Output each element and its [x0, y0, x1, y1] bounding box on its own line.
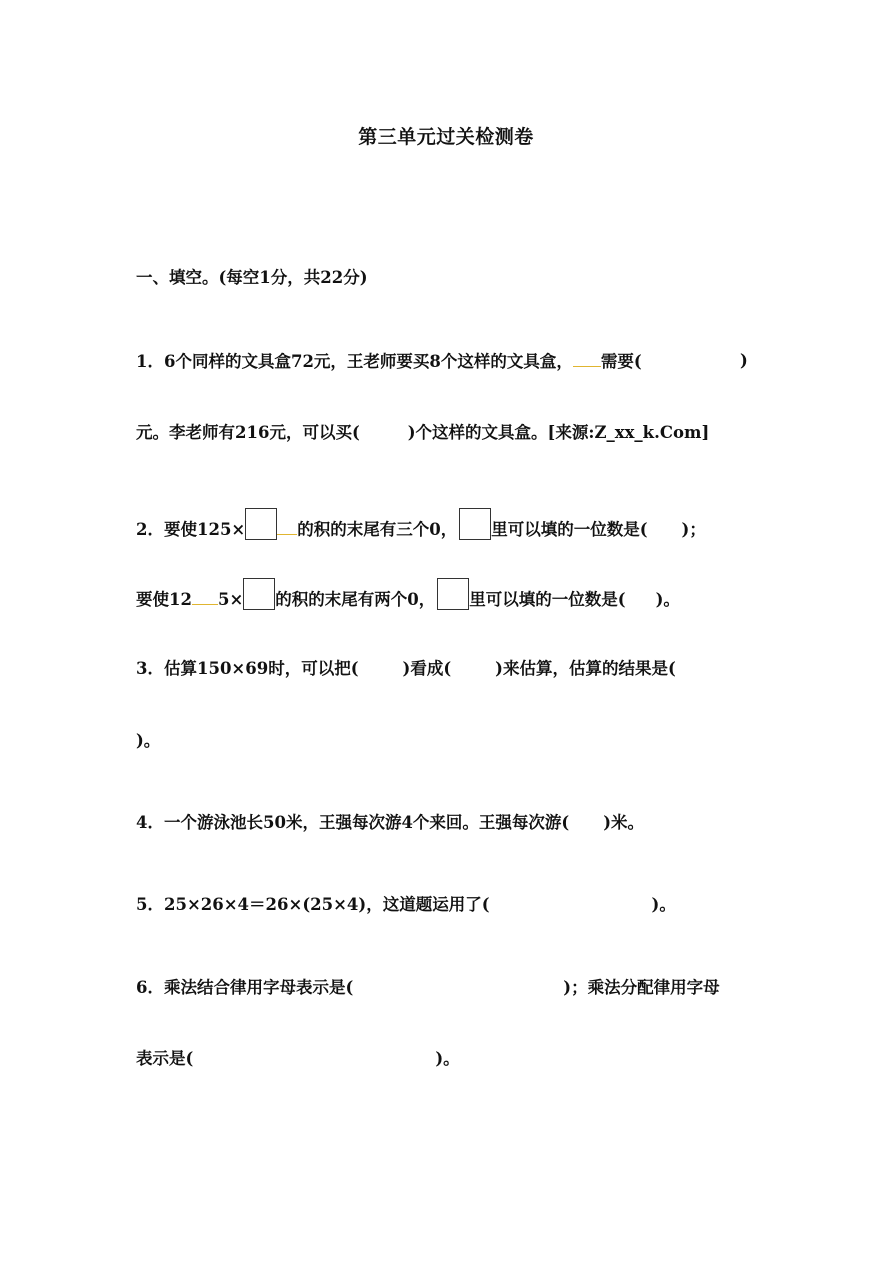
q6-text: 6．乘法结合律用字母表示是( — [136, 978, 354, 997]
q5-text: )。 — [651, 895, 676, 914]
q6-text: )。 — [435, 1049, 460, 1068]
q6-text: 表示是( — [136, 1049, 194, 1068]
q2-text: 的积的末尾有三个0， — [297, 520, 458, 539]
question-6-line-1 — [136, 975, 720, 1001]
section-header: 一、填空。(每空1分，共22分) — [136, 268, 368, 287]
answer-box[interactable] — [245, 508, 277, 540]
q6-text: )；乘法分配律用字母 — [563, 978, 720, 997]
question-5 — [136, 892, 676, 918]
question-6-line-2 — [136, 1046, 460, 1072]
q4-text: )米。 — [603, 813, 645, 832]
answer-box[interactable] — [459, 508, 491, 540]
answer-blank-mark — [277, 516, 297, 535]
q2-text: 要使12 — [136, 590, 192, 609]
answer-box[interactable] — [437, 578, 469, 610]
q2-text: 5× — [217, 590, 244, 609]
q3-text: 3．估算150×69时，可以把( — [136, 659, 359, 678]
q3-text: )来估算，估算的结果是( — [495, 659, 676, 678]
q3-text: )看成( — [402, 659, 452, 678]
q1-text: 1．6个同样的文具盒72元，王老师要买8个这样的文具盒， — [136, 352, 573, 371]
question-3-line-1 — [136, 656, 676, 682]
answer-box[interactable] — [243, 578, 275, 610]
q4-text: 4．一个游泳池长50米，王强每次游4个来回。王强每次游( — [136, 813, 570, 832]
question-2-line-1 — [136, 508, 706, 543]
q1-text: 元。李老师有216元，可以买( — [136, 423, 360, 442]
question-2-line-2 — [136, 578, 680, 613]
page-title: 第三单元过关检测卷 — [358, 126, 534, 148]
q1-close-paren: ) — [740, 351, 748, 370]
q2-text: 2．要使125× — [136, 520, 246, 539]
answer-blank-mark[interactable] — [573, 348, 601, 367]
q2-text: 的积的末尾有两个0， — [275, 590, 436, 609]
q2-text: 里可以填的一位数是( — [491, 520, 648, 539]
question-3-line-2: )。 — [136, 731, 161, 750]
answer-blank-mark[interactable] — [192, 586, 218, 605]
q2-text: 里可以填的一位数是( — [469, 590, 626, 609]
question-1-line-2 — [136, 420, 709, 446]
q1-text: )个这样的文具盒。[来源:Z_xx_k.Com] — [407, 423, 710, 442]
q5-text: 5．25×26×4＝26×(25×4)，这道题运用了( — [136, 895, 490, 914]
question-4 — [136, 810, 644, 836]
q2-text: )； — [681, 520, 706, 539]
q2-text: )。 — [655, 590, 680, 609]
question-1-line-1 — [136, 348, 642, 375]
q1-text: 需要( — [600, 352, 642, 371]
